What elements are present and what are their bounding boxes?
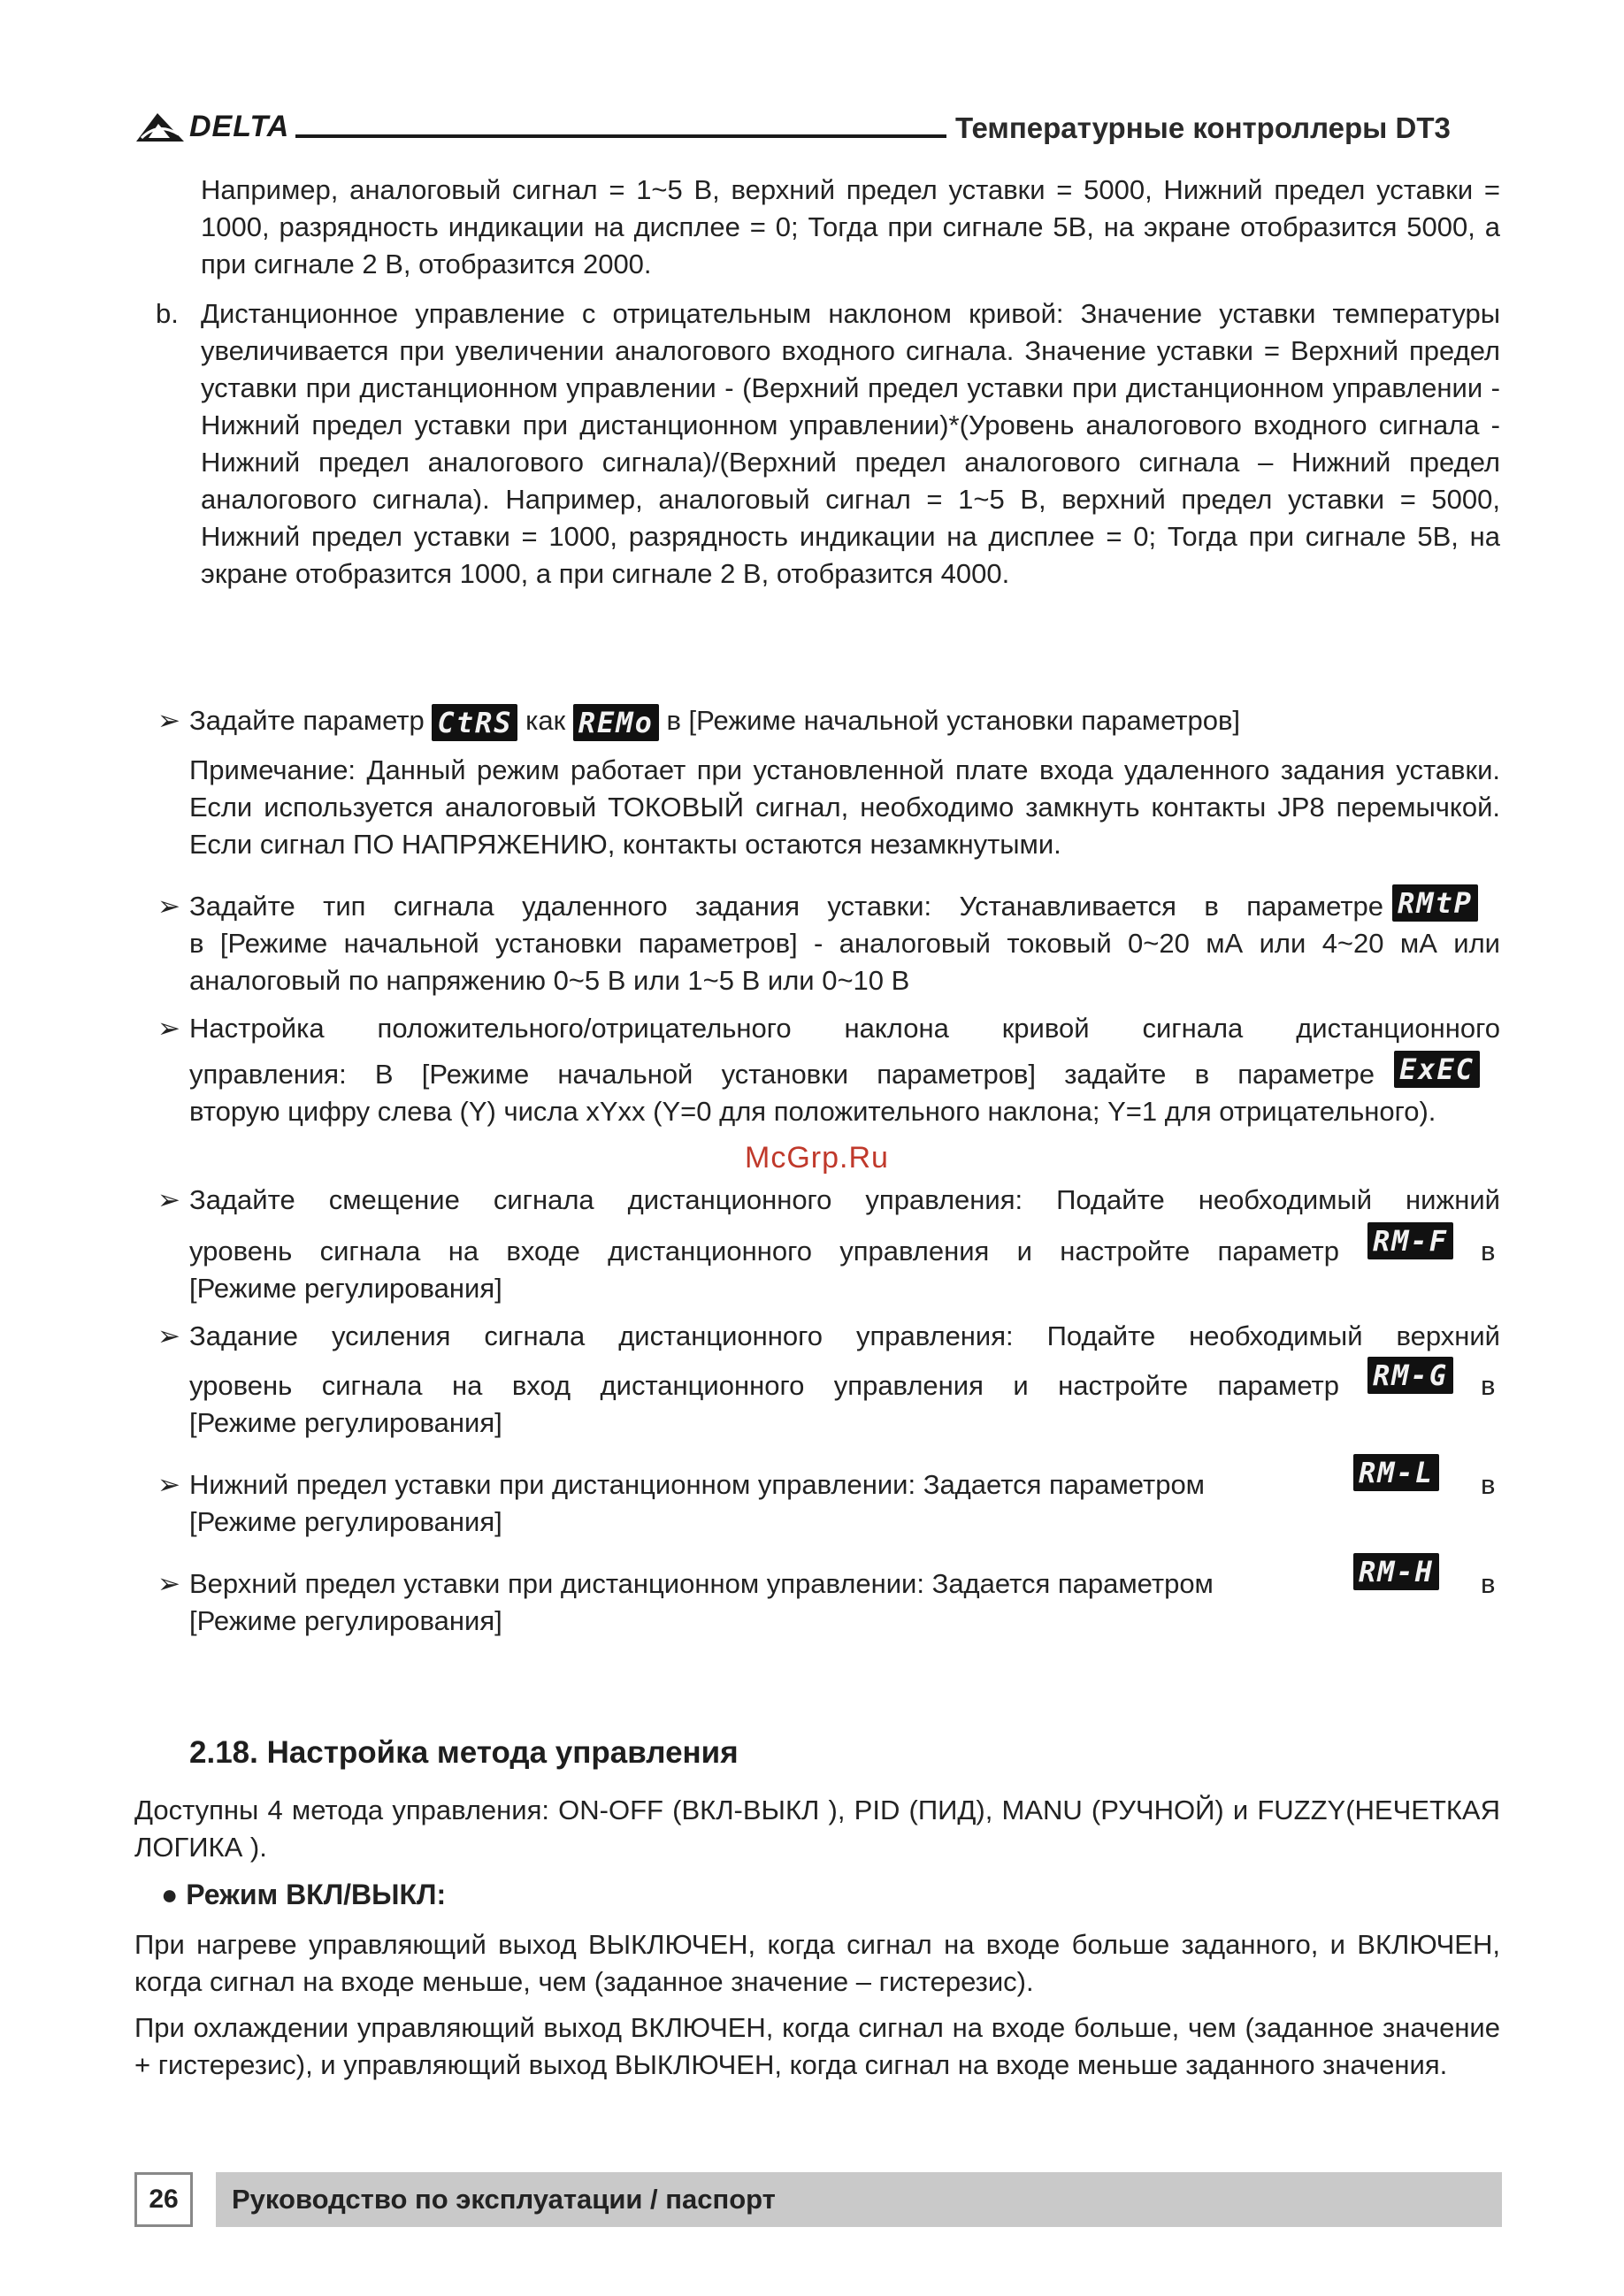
header-rule — [295, 134, 946, 138]
lcd-rm-l: RM-L — [1353, 1454, 1439, 1491]
note-paragraph: Примечание: Данный режим работает при установленной плате входа удаленного задания уставки. Если используется аналоговый ТОКОВЫЙ сигнал, необходимо замкнуть контакты JP8 перемычкой. Если сигнал ПО НАПРЯЖЕНИЮ, контакты остаются незамкнутыми. — [189, 754, 1500, 860]
item-b-text: Дистанционное управление с отрицательным наклоном кривой: Значение уставки температуры увеличивается при увеличении аналогового входного сигнала. Значение уставки = Верхний предел уставки при дистанционном управлении - (Верхний предел уставки при дистанционном управлении - Нижний предел уставки при дистанционном управлении)*(Уровень аналогового входного сигнала - Нижний предел аналогового сигнала)/(Верхний предел аналогового сигнала – Нижний предел аналогового сигнала). Например, аналоговый сигнал = 1~5 В, верхний предел уставки = 5000, Нижний предел уставки = 1000, разрядность индикации на дисплее = 0; Тогда при сигнале 5В, на экране отобразится 1000, а при сигнале 2 В, отобразится 4000. — [201, 298, 1500, 589]
lcd-remo: REMo — [573, 704, 659, 741]
item-rmg-line1: Задание усиления сигнала дистанционного управления: Подайте необходимый верхний — [189, 1320, 1500, 1351]
arrow-icon: ➢ — [157, 705, 180, 736]
bullet-title-text: Режим ВКЛ/ВЫКЛ: — [186, 1879, 447, 1910]
item-rmh-rest: [Режиме регулирования] — [189, 1605, 502, 1636]
item-rml-rest: [Режиме регулирования] — [189, 1506, 502, 1537]
item-b-marker: b. — [156, 298, 179, 329]
watermark: McGrp.Ru — [745, 1141, 889, 1175]
lcd-rmtp: RMtP — [1392, 884, 1478, 922]
item-rmg-rest: [Режиме регулирования] — [189, 1407, 502, 1438]
lcd-rm-h: RM-H — [1353, 1553, 1439, 1590]
onoff-para-heating: При нагреве управляющий выход ВЫКЛЮЧЕН, когда сигнал на входе больше заданного, и ВКЛЮЧЕН, когда сигнал на входе меньше, чем (заданное значение – гистерезис). — [134, 1929, 1500, 1997]
item-text: как — [525, 705, 566, 736]
item-exec-line1: Настройка положительного/отрицательного наклона кривой сигнала дистанционного — [189, 1013, 1500, 1044]
arrow-icon: ➢ — [157, 891, 180, 922]
onoff-para-cooling: При охлаждении управляющий выход ВКЛЮЧЕН, когда сигнал на входе больше, чем (заданное значение + гистерезис), и управляющий выход ВЫКЛЮЧЕН, когда сигнал на входе меньше заданного значения. — [134, 2012, 1500, 2080]
item-text: в [Режиме начальной установки параметров] — [666, 705, 1241, 736]
footer-text: Руководство по эксплуатации / паспорт — [232, 2184, 776, 2215]
item-rmf-suffix: в — [1481, 1236, 1496, 1267]
bullet-icon: ● — [161, 1879, 179, 1910]
arrow-icon: ➢ — [157, 1320, 180, 1351]
item-rmg-line2: уровень сигнала на вход дистанционного управления и настройте параметр — [189, 1370, 1339, 1401]
lcd-exec: ExEC — [1394, 1051, 1480, 1088]
item-rmg-suffix: в — [1481, 1370, 1496, 1401]
item-set-ctrs — [189, 702, 1500, 741]
section-title: 2.18. Настройка метода управления — [189, 1735, 739, 1770]
item-exec-rest: вторую цифру слева (Y) числа xYxx (Y=0 для положительного наклона; Y=1 для отрицательного). — [189, 1096, 1436, 1127]
logo-text: DELTA — [189, 110, 290, 143]
item-rml-line1: Нижний предел уставки при дистанционном управлении: Задается параметром — [189, 1469, 1205, 1500]
item-rmf-line1: Задайте смещение сигнала дистанционного управления: Подайте необходимый нижний — [189, 1184, 1500, 1215]
bullet-heading — [161, 1879, 446, 1911]
delta-logo — [134, 110, 289, 144]
item-exec-line2: управления: В [Режиме начальной установки параметров] задайте в параметре — [189, 1059, 1375, 1090]
item-rmh-suffix: в — [1481, 1568, 1496, 1599]
arrow-icon: ➢ — [157, 1184, 180, 1215]
arrow-icon: ➢ — [157, 1469, 180, 1500]
item-rmf-line2: уровень сигнала на входе дистанционного управления и настройте параметр — [189, 1236, 1339, 1267]
header-title: Температурные контроллеры DT3 — [955, 111, 1451, 144]
item-rmf-rest: [Режиме регулирования] — [189, 1273, 502, 1304]
item-rmtp-line1: Задайте тип сигнала удаленного задания уставки: Устанавливается в параметре — [189, 891, 1383, 922]
item-rmtp-rest: в [Режиме начальной установки параметров] - аналоговый токовый 0~20 мА или 4~20 мА или аналоговый по напряжению 0~5 В или 1~5 В или 0~10 В — [189, 928, 1500, 996]
item-rmh-line1: Верхний предел уставки при дистанционном управлении: Задается параметром — [189, 1568, 1214, 1599]
section-intro: Доступны 4 метода управления: ON-OFF (ВКЛ-ВЫКЛ ), PID (ПИД), MANU (РУЧНОЙ) и FUZZY(НЕЧЕТКАЯ ЛОГИКА ). — [134, 1795, 1500, 1863]
arrow-icon: ➢ — [157, 1013, 180, 1044]
lcd-rm-f: RM-F — [1367, 1222, 1453, 1259]
item-text: Задайте параметр — [189, 705, 425, 736]
arrow-icon: ➢ — [157, 1568, 180, 1599]
page-number: 26 — [149, 2185, 179, 2214]
delta-triangle-icon — [134, 111, 186, 143]
item-rml-suffix: в — [1481, 1469, 1496, 1500]
top-paragraph: Например, аналоговый сигнал = 1~5 В, верхний предел уставки = 5000, Нижний предел уставки = 1000, разрядность индикации на дисплее = 0; Тогда при сигнале 5В, на экране отобразится 5000, а при сигнале 2 В, отобразится 2000. — [201, 174, 1500, 279]
lcd-ctrs: CtRS — [432, 704, 517, 741]
lcd-rm-g: RM-G — [1367, 1357, 1453, 1394]
